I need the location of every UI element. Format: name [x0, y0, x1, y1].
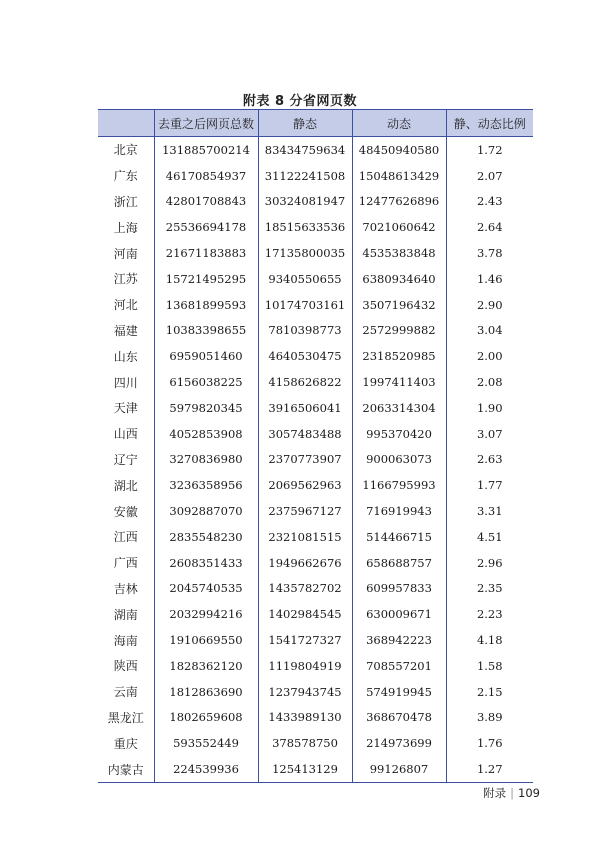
cell-ratio: 2.96: [446, 550, 533, 576]
cell-static: 1949662676: [258, 550, 352, 576]
cell-province: 上海: [113, 220, 138, 235]
cell-static: 7810398773: [258, 318, 352, 344]
cell-dynamic: 708557201: [352, 653, 446, 679]
table-row: [98, 498, 533, 524]
cell-dynamic: 6380934640: [352, 266, 446, 292]
cell-province: 黑龙江: [107, 710, 144, 725]
cell-ratio: 1.90: [446, 395, 533, 421]
cell-total: 46170854937: [154, 163, 258, 189]
header-dynamic: 动态: [352, 110, 446, 137]
cell-static: 1119804919: [258, 653, 352, 679]
cell-total: 1910669550: [154, 627, 258, 653]
cell-dynamic: 368670478: [352, 705, 446, 731]
cell-ratio: 1.77: [446, 472, 533, 498]
cell-ratio: 1.58: [446, 653, 533, 679]
cell-ratio: 4.18: [446, 627, 533, 653]
cell-total: 2032994216: [154, 601, 258, 627]
cell-province: 广东: [113, 169, 138, 184]
cell-dynamic: 4535383848: [352, 240, 446, 266]
cell-dynamic: 995370420: [352, 421, 446, 447]
cell-total: 1802659608: [154, 705, 258, 731]
cell-static: 3057483488: [258, 421, 352, 447]
cell-province: 吉林: [113, 581, 138, 596]
cell-province: 陕西: [113, 659, 138, 674]
cell-dynamic: 48450940580: [352, 137, 446, 163]
cell-total: 15721495295: [154, 266, 258, 292]
table-row: [98, 576, 533, 602]
cell-dynamic: 514466715: [352, 524, 446, 550]
cell-dynamic: 2572999882: [352, 318, 446, 344]
cell-province: 辽宁: [113, 452, 138, 467]
cell-static: 3916506041: [258, 395, 352, 421]
table-row: [98, 137, 533, 163]
table-row: [98, 266, 533, 292]
cell-province: 福建: [113, 323, 138, 338]
cell-ratio: 3.89: [446, 705, 533, 731]
header-row: [98, 110, 533, 137]
cell-province: 云南: [113, 685, 138, 700]
cell-total: 131885700214: [154, 137, 258, 163]
cell-total: 3270836980: [154, 447, 258, 473]
cell-static: 4158626822: [258, 369, 352, 395]
cell-ratio: 1.46: [446, 266, 533, 292]
cell-total: 42801708843: [154, 189, 258, 215]
cell-static: 1433989130: [258, 705, 352, 731]
cell-ratio: 2.64: [446, 214, 533, 240]
cell-dynamic: 15048613429: [352, 163, 446, 189]
cell-province: 天津: [113, 401, 138, 416]
table-row: [98, 756, 533, 782]
cell-static: 18515633536: [258, 214, 352, 240]
footer-section: 附录: [483, 786, 507, 800]
cell-static: 1402984545: [258, 601, 352, 627]
header-ratio: 静、动态比例: [446, 110, 533, 137]
cell-total: 2608351433: [154, 550, 258, 576]
cell-ratio: 2.35: [446, 576, 533, 602]
cell-province: 河南: [113, 246, 138, 261]
table-row: [98, 395, 533, 421]
cell-ratio: 2.07: [446, 163, 533, 189]
cell-dynamic: 716919943: [352, 498, 446, 524]
cell-total: 3236358956: [154, 472, 258, 498]
cell-static: 2375967127: [258, 498, 352, 524]
table-row: [98, 240, 533, 266]
cell-total: 5979820345: [154, 395, 258, 421]
table-row: [98, 653, 533, 679]
cell-ratio: 3.07: [446, 421, 533, 447]
cell-static: 4640530475: [258, 343, 352, 369]
table-body: [98, 137, 533, 783]
cell-province: 广西: [113, 556, 138, 571]
cell-static: 1541727327: [258, 627, 352, 653]
cell-ratio: 3.04: [446, 318, 533, 344]
cell-total: 4052853908: [154, 421, 258, 447]
cell-province: 浙江: [113, 194, 138, 209]
cell-province: 江西: [113, 530, 138, 545]
cell-province: 内蒙古: [98, 756, 154, 782]
cell-ratio: 2.23: [446, 601, 533, 627]
cell-dynamic: 2318520985: [352, 343, 446, 369]
header-total-dedup: 去重之后网页总数: [154, 110, 258, 137]
cell-static: 1435782702: [258, 576, 352, 602]
footer-separator: |: [510, 786, 515, 800]
cell-total: 21671183883: [154, 240, 258, 266]
cell-total: 13681899593: [154, 292, 258, 318]
page-number: 109: [518, 786, 540, 800]
cell-dynamic: 1997411403: [352, 369, 446, 395]
cell-total: 6959051460: [154, 343, 258, 369]
cell-dynamic: 658688757: [352, 550, 446, 576]
cell-static: 2370773907: [258, 447, 352, 473]
table-row: [98, 730, 533, 756]
cell-static: 10174703161: [258, 292, 352, 318]
cell-province: 湖北: [113, 478, 138, 493]
cell-dynamic: 574919945: [352, 679, 446, 705]
cell-province: 山东: [113, 349, 138, 364]
cell-ratio: 2.15: [446, 679, 533, 705]
cell-dynamic: 7021060642: [352, 214, 446, 240]
cell-province: 安徽: [113, 504, 138, 519]
table-row: [98, 550, 533, 576]
cell-static: 83434759634: [258, 137, 352, 163]
table-row: [98, 601, 533, 627]
cell-dynamic: 12477626896: [352, 189, 446, 215]
cell-dynamic: 1166795993: [352, 472, 446, 498]
cell-ratio: 2.08: [446, 369, 533, 395]
cell-dynamic: 99126807: [352, 756, 446, 782]
cell-static: 125413129: [258, 756, 352, 782]
table-row: [98, 627, 533, 653]
cell-province: 江苏: [113, 272, 138, 287]
cell-total: 1812863690: [154, 679, 258, 705]
table-row: [98, 421, 533, 447]
cell-ratio: 1.27: [446, 756, 533, 782]
header-province: [98, 110, 154, 137]
header-static: 静态: [258, 110, 352, 137]
table-caption: 附表 8 分省网页数: [242, 94, 358, 109]
cell-ratio: 2.63: [446, 447, 533, 473]
cell-dynamic: 368942223: [352, 627, 446, 653]
table-row: [98, 292, 533, 318]
cell-total: 593552449: [154, 730, 258, 756]
cell-static: 31122241508: [258, 163, 352, 189]
cell-ratio: 2.43: [446, 189, 533, 215]
cell-dynamic: 900063073: [352, 447, 446, 473]
cell-province: 河北: [113, 298, 138, 313]
cell-province: 重庆: [113, 736, 138, 751]
cell-total: 1828362120: [154, 653, 258, 679]
table-row: [98, 679, 533, 705]
cell-static: 30324081947: [258, 189, 352, 215]
cell-province: 北京: [113, 143, 138, 158]
cell-dynamic: 609957833: [352, 576, 446, 602]
table-row: [98, 189, 533, 215]
cell-ratio: 4.51: [446, 524, 533, 550]
table-row: [98, 447, 533, 473]
cell-dynamic: 3507196432: [352, 292, 446, 318]
table-row: [98, 369, 533, 395]
cell-ratio: 2.00: [446, 343, 533, 369]
table-row: [98, 472, 533, 498]
cell-total: 10383398655: [154, 318, 258, 344]
cell-total: 2835548230: [154, 524, 258, 550]
cell-ratio: 1.72: [446, 137, 533, 163]
cell-static: 1237943745: [258, 679, 352, 705]
cell-total: 224539936: [154, 756, 258, 782]
cell-ratio: 3.31: [446, 498, 533, 524]
table-row: [98, 163, 533, 189]
cell-dynamic: 630009671: [352, 601, 446, 627]
cell-static: 17135800035: [258, 240, 352, 266]
cell-total: 6156038225: [154, 369, 258, 395]
cell-ratio: 2.90: [446, 292, 533, 318]
cell-province: 四川: [113, 375, 138, 390]
cell-province: 海南: [113, 633, 138, 648]
province-webpage-table: [98, 109, 533, 783]
cell-ratio: 1.76: [446, 730, 533, 756]
cell-total: 2045740535: [154, 576, 258, 602]
cell-dynamic: 2063314304: [352, 395, 446, 421]
cell-ratio: 3.78: [446, 240, 533, 266]
table-row: [98, 343, 533, 369]
table-row: [98, 214, 533, 240]
cell-static: 9340550655: [258, 266, 352, 292]
cell-static: 2069562963: [258, 472, 352, 498]
cell-static: 2321081515: [258, 524, 352, 550]
cell-total: 3092887070: [154, 498, 258, 524]
table-row: [98, 318, 533, 344]
cell-province: 湖南: [113, 607, 138, 622]
cell-total: 25536694178: [154, 214, 258, 240]
cell-province: 山西: [113, 427, 138, 442]
page-footer: [483, 785, 540, 801]
cell-dynamic: 214973699: [352, 730, 446, 756]
table-row: [98, 524, 533, 550]
table-row: [98, 705, 533, 731]
cell-static: 378578750: [258, 730, 352, 756]
